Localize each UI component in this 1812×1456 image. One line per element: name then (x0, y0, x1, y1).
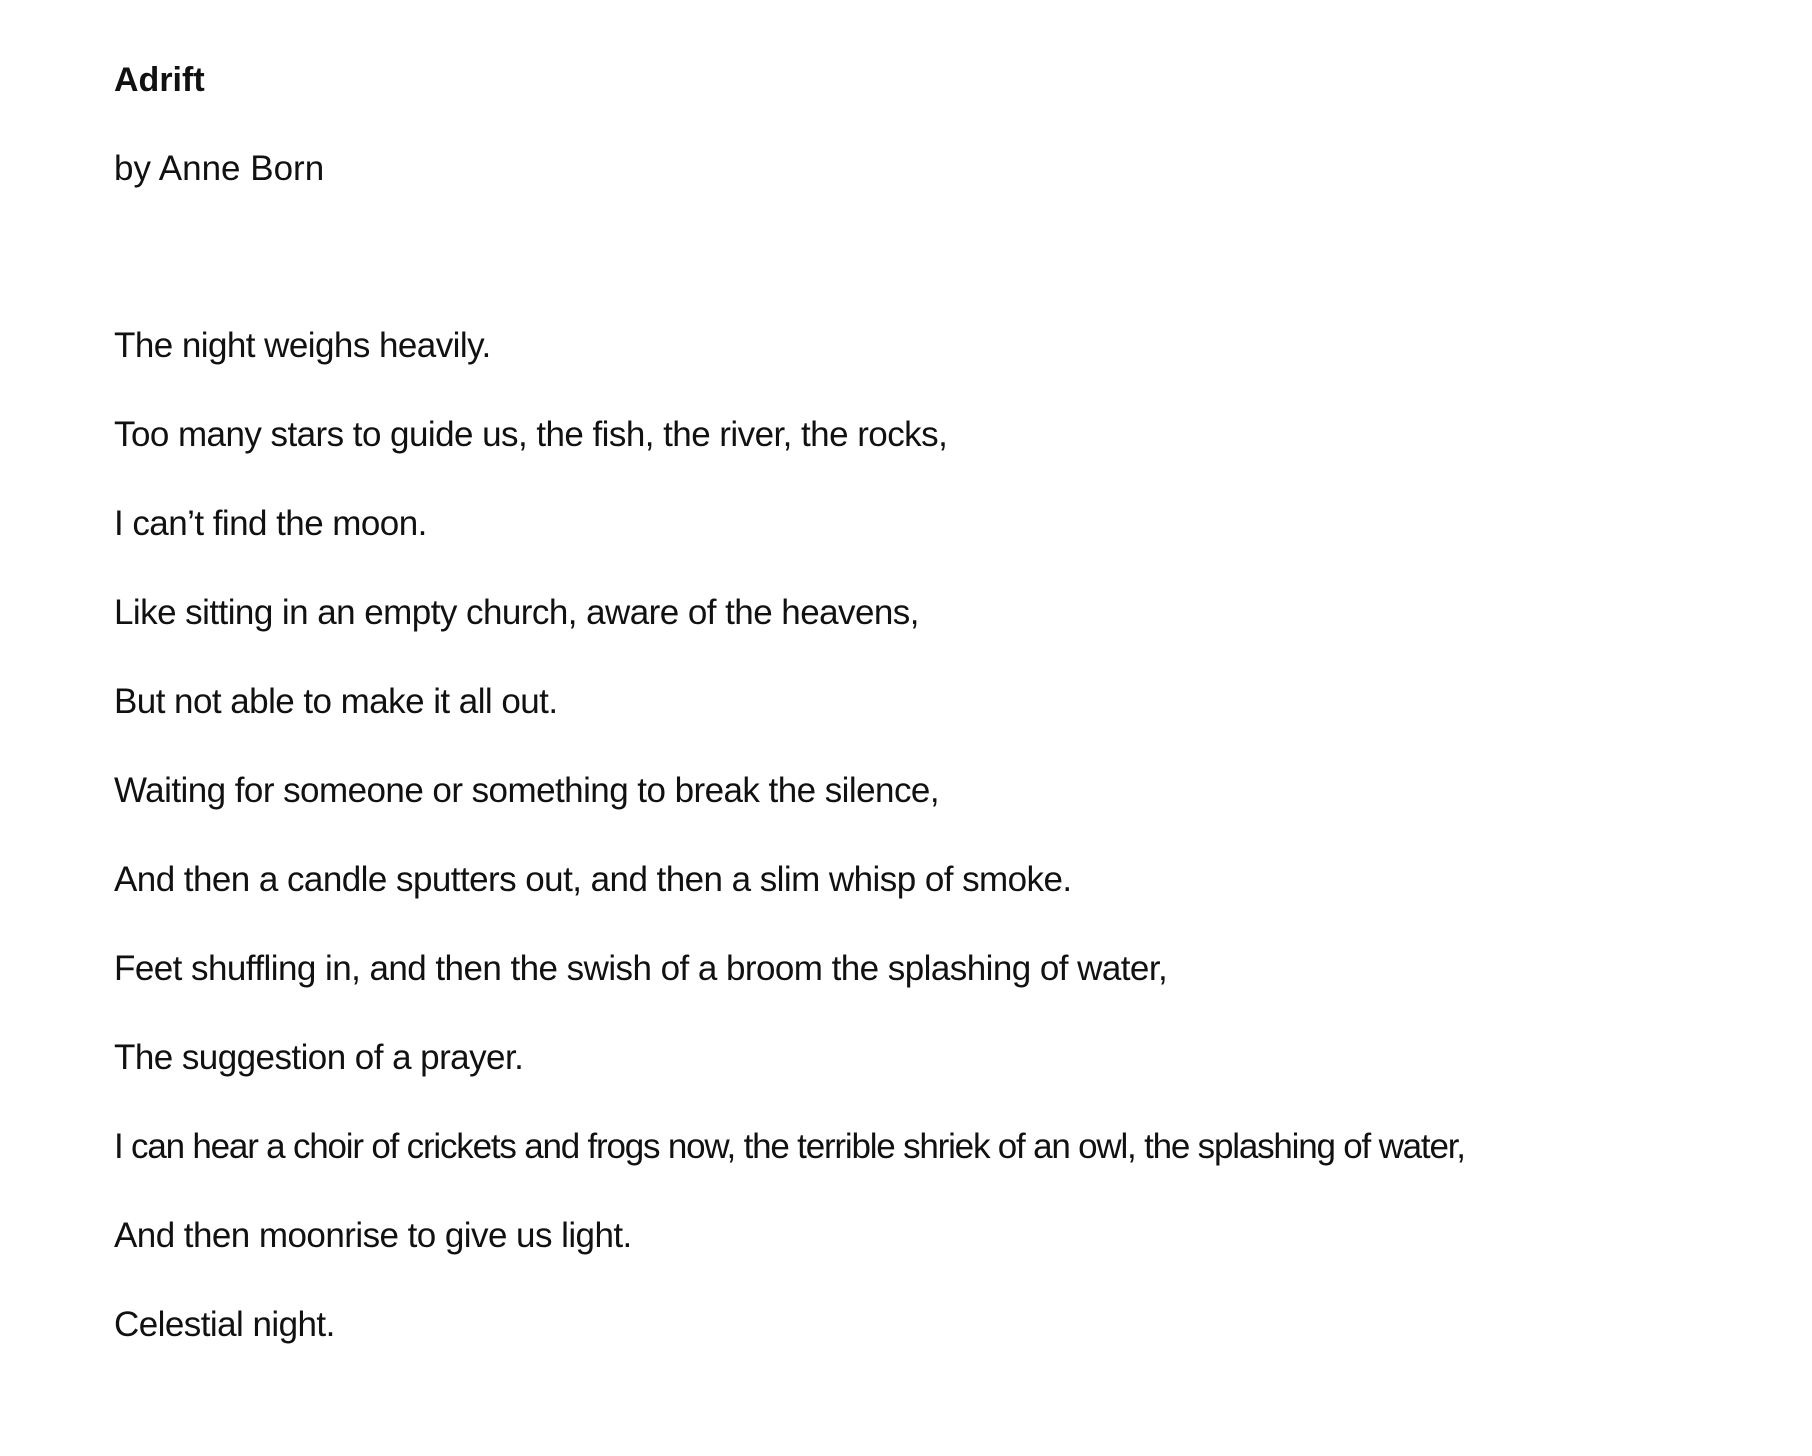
poem-line: I can hear a choir of crickets and frogs now, the terrible shriek of an owl, the splashing of water, (114, 1127, 1465, 1166)
poem-line: The suggestion of a prayer. (114, 1038, 524, 1077)
poem-title: Adrift (114, 61, 205, 99)
poem-line: Like sitting in an empty church, aware of the heavens, (114, 593, 919, 632)
poem-line: I can’t find the moon. (114, 504, 427, 543)
poem-line: And then moonrise to give us light. (114, 1216, 632, 1255)
poem-line: Celestial night. (114, 1305, 335, 1344)
poem-line: Too many stars to guide us, the fish, the river, the rocks, (114, 415, 948, 454)
poem-line: And then a candle sputters out, and then a slim whisp of smoke. (114, 860, 1072, 899)
poem-author: by Anne Born (114, 149, 325, 188)
poem-line: Waiting for someone or something to break the silence, (114, 771, 939, 810)
poem-line: Feet shuffling in, and then the swish of a broom the splashing of water, (114, 949, 1168, 988)
poem-body (114, 322, 1465, 1390)
poem-line: The night weighs heavily. (114, 326, 491, 365)
poem-line: But not able to make it all out. (114, 682, 558, 721)
